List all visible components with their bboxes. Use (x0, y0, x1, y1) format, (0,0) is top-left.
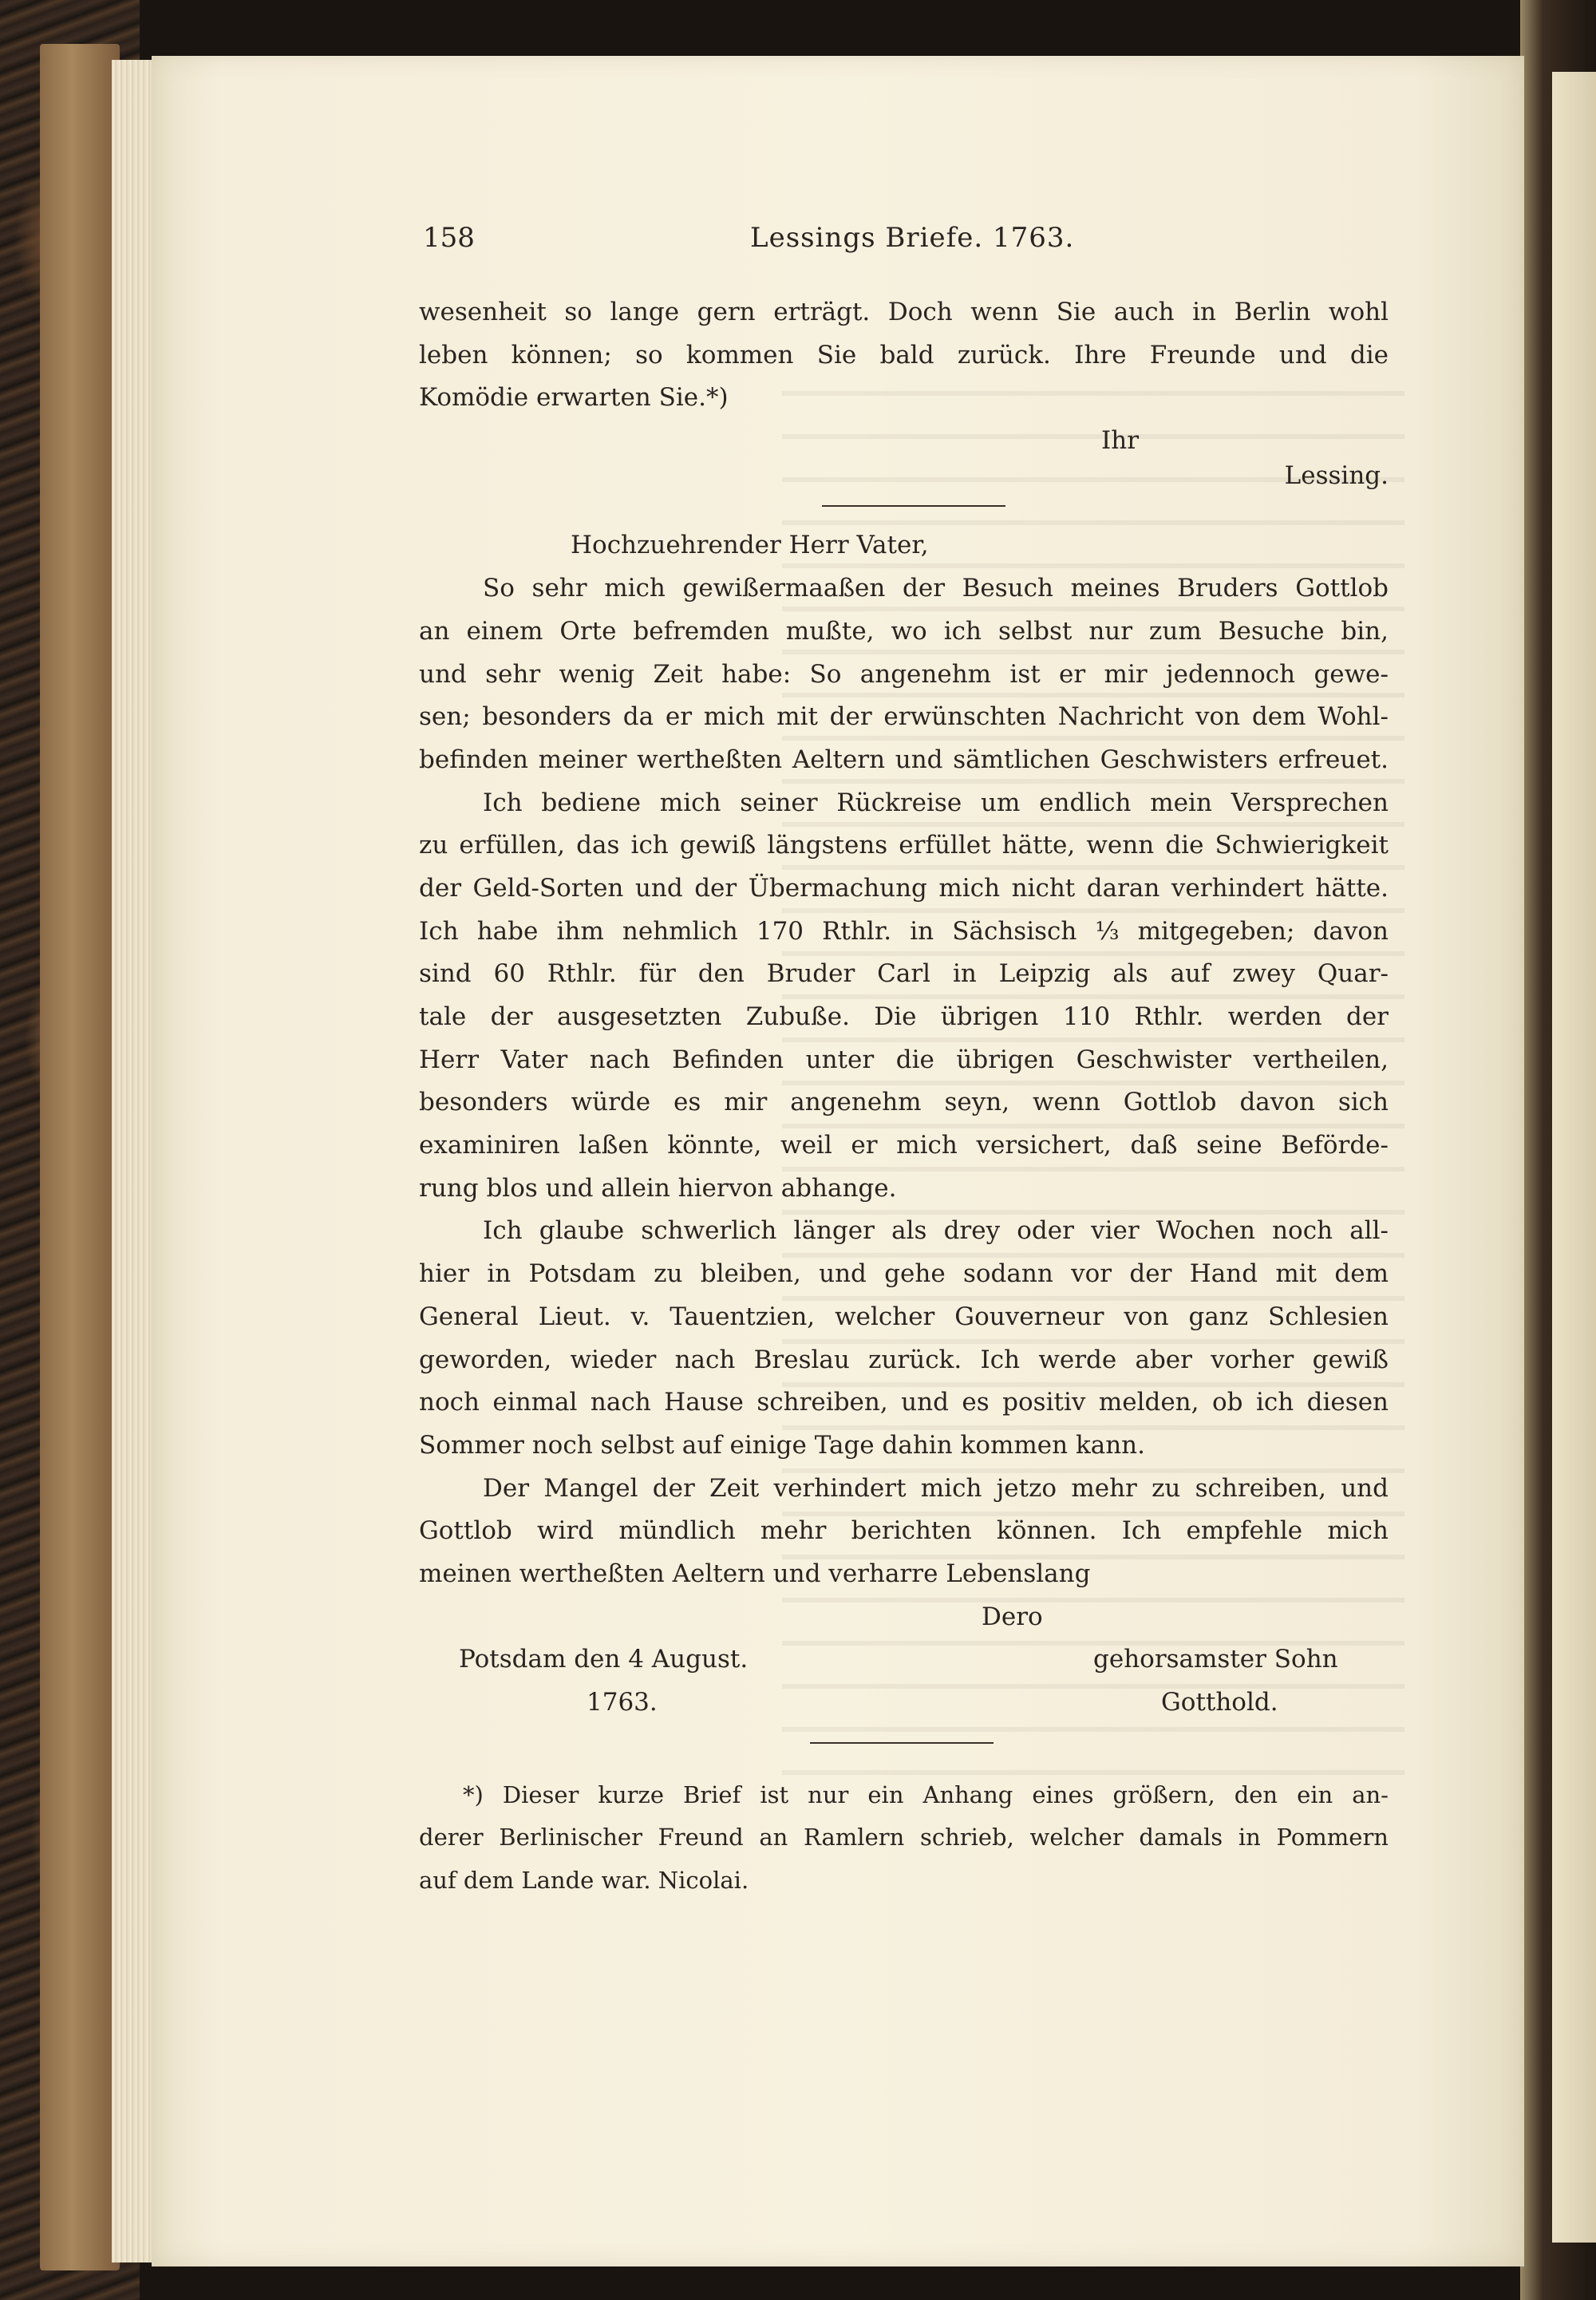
text-line: hier in Potsdam zu bleiben, und gehe sodann vor der Hand mit dem (419, 1259, 1389, 1289)
page-number: 158 (423, 222, 475, 254)
letter-year: 1763. (587, 1688, 658, 1717)
text-line: Herr Vater nach Befinden unter die übrigen Geschwister vertheilen, (419, 1045, 1389, 1074)
text-line: Ich bediene mich seiner Rückreise um endlich mein Versprechen (483, 788, 1389, 817)
letter-closing: Dero (982, 1602, 1043, 1631)
text-line: befinden meiner wertheßten Aeltern und sämtlichen Geschwisters erfreuet. (419, 745, 1389, 774)
text-line: noch einmal nach Hause schreiben, und es positiv melden, ob ich diesen (419, 1388, 1389, 1417)
footnote-line: *) Dieser kurze Brief ist nur ein Anhang eines größern, den ein an- (463, 1780, 1389, 1808)
footnote-line: auf dem Lande war. Nicolai. (419, 1867, 749, 1895)
facing-page-edge (1552, 72, 1596, 2243)
text-line: besonders würde es mir angenehm seyn, wenn Gottlob davon sich (419, 1088, 1389, 1117)
text-line: der Geld-Sorten und der Übermachung mich nicht daran verhindert hätte. (419, 873, 1389, 903)
text-line: tale der ausgesetzten Zubuße. Die übrigen 110 Rthlr. werden der (419, 1002, 1389, 1031)
letter-signature: Lessing. (1284, 460, 1389, 490)
text-line: meinen wertheßten Aeltern und verharre Lebenslang (419, 1559, 1091, 1588)
text-line: Ich habe ihm nehmlich 170 Rthlr. in Sächsisch ⅓ mitgegeben; davon (419, 916, 1389, 946)
letter-signature: Gotthold. (1161, 1688, 1278, 1717)
text-line: wesenheit so lange gern erträgt. Doch wenn Sie auch in Berlin wohl (419, 298, 1389, 326)
text-line: sen; besonders da er mich mit der erwünschten Nachricht von dem Wohl- (419, 702, 1389, 732)
year-and-signature-row (419, 1682, 1389, 1725)
text-line: Komödie erwarten Sie.*) (419, 383, 729, 413)
signoff: gehorsamster Sohn (1093, 1645, 1338, 1674)
salutation: Hochzuehrender Herr Vater, (571, 531, 929, 560)
running-title: Lessings Briefe. 1763. (750, 222, 1075, 254)
text-line: geworden, wieder nach Breslau zurück. Ich werde aber vorher gewiß (419, 1345, 1389, 1374)
text-line: Der Mangel der Zeit verhindert mich jetzo mehr zu schreiben, und (483, 1473, 1389, 1503)
place-date: Potsdam den 4 August. (459, 1645, 749, 1674)
text-line: General Lieut. v. Tauentzien, welcher Gouverneur von ganz Schlesien (419, 1302, 1389, 1331)
text-line: an einem Orte befremden mußte, wo ich selbst nur zum Besuche bin, (419, 616, 1389, 646)
text-line: Ich glaube schwerlich länger als drey oder vier Wochen noch all- (483, 1216, 1389, 1246)
text-line: leben können; so kommen Sie bald zurück. Ihre Freunde und die (419, 340, 1389, 370)
text-line: examiniren laßen könnte, weil er mich versichert, daß seine Beförde- (419, 1131, 1389, 1160)
book-spine-edge (40, 44, 120, 2270)
page-body (419, 291, 1389, 1904)
text-line: zu erfüllen, das ich gewiß längstens erfüllet hätte, wenn die Schwierigkeit (419, 831, 1389, 860)
footnote-line: derer Berlinischer Freund an Ramlern schrieb, welcher damals in Pommern (419, 1824, 1389, 1851)
running-header (423, 222, 1381, 267)
text-line: sind 60 Rthlr. für den Bruder Carl in Leipzig als auf zwey Quar- (419, 959, 1389, 989)
place-and-signoff-row (419, 1638, 1389, 1682)
text-line: rung blos und allein hiervon abhange. (419, 1173, 897, 1203)
text-line: Gottlob wird mündlich mehr berichten können. Ich empfehle mich (419, 1516, 1389, 1546)
text-line: So sehr mich gewißermaaßen der Besuch meines Bruders Gottlob (483, 574, 1389, 603)
text-line: und sehr wenig Zeit habe: So angenehm ist er mir jedennoch gewe- (419, 659, 1389, 689)
text-line: Sommer noch selbst auf einige Tage dahin kommen kann. (419, 1430, 1145, 1460)
letter-closing: Ihr (1101, 426, 1140, 456)
